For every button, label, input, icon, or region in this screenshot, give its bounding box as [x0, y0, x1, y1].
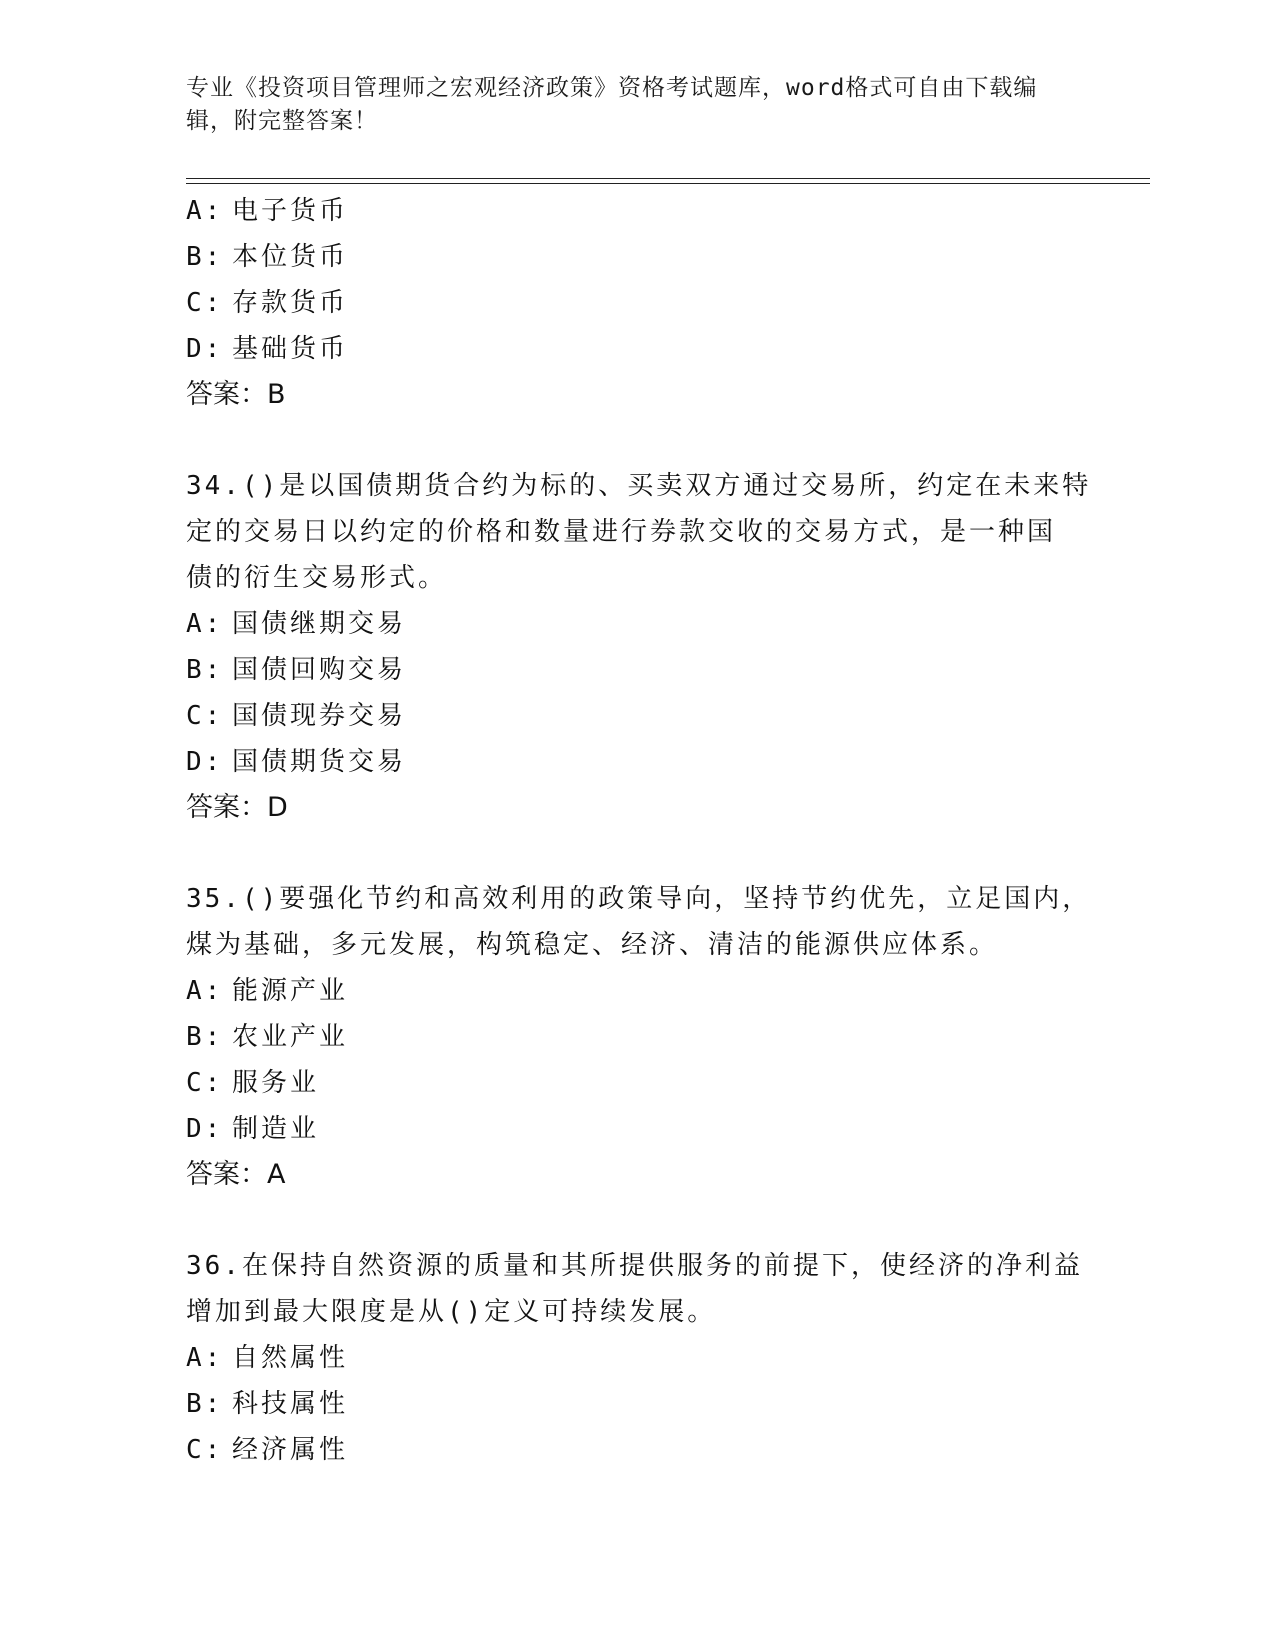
header-divider-bottom [186, 183, 1150, 184]
answer-line: 答案：D [186, 792, 288, 823]
question-text-line: 增加到最大限度是从()定义可持续发展。 [186, 1297, 717, 1327]
header-divider-top [186, 178, 1150, 179]
option-a: A: 电子货币 [186, 196, 349, 226]
question-34-block [186, 463, 1092, 831]
question-text-line: 34.()是以国债期货合约为标的、买卖双方通过交易所，约定在未来特 [186, 471, 1092, 501]
question-content [186, 188, 1092, 1473]
option-b: B: 科技属性 [186, 1389, 349, 1419]
question-text-line: 36.在保持自然资源的质量和其所提供服务的前提下，使经济的净利益 [186, 1251, 1083, 1281]
option-c: C: 经济属性 [186, 1435, 349, 1465]
header-line-1: 专业《投资项目管理师之宏观经济政策》资格考试题库，word格式可自由下载编 [186, 75, 1038, 101]
document-header [186, 72, 1066, 138]
spacer [186, 1198, 1086, 1243]
spacer [186, 418, 1086, 463]
option-a: A: 能源产业 [186, 976, 349, 1006]
question-text-line: 定的交易日以约定的价格和数量进行券款交收的交易方式，是一种国 [186, 517, 1057, 547]
option-a: A: 国债继期交易 [186, 609, 407, 639]
option-b: B: 农业产业 [186, 1022, 349, 1052]
option-d: D: 国债期货交易 [186, 747, 407, 777]
question-35-block [186, 876, 1092, 1198]
spacer [186, 831, 1086, 876]
option-c: C: 存款货币 [186, 288, 349, 318]
header-line-2: 辑，附完整答案！ [186, 108, 378, 134]
question-text-line: 债的衍生交易形式。 [186, 563, 448, 593]
option-d: D: 基础货币 [186, 334, 349, 364]
question-36-block [186, 1243, 1086, 1473]
question-33-block [186, 188, 1086, 418]
option-c: C: 服务业 [186, 1068, 320, 1098]
option-d: D: 制造业 [186, 1114, 320, 1144]
question-text-line: 煤为基础，多元发展，构筑稳定、经济、清洁的能源供应体系。 [186, 930, 999, 960]
question-text-line: 35.()要强化节约和高效利用的政策导向，坚持节约优先，立足国内， [186, 884, 1092, 914]
answer-line: 答案：A [186, 1159, 286, 1190]
option-b: B: 国债回购交易 [186, 655, 407, 685]
option-c: C: 国债现券交易 [186, 701, 407, 731]
option-b: B: 本位货币 [186, 242, 349, 272]
answer-line: 答案：B [186, 379, 286, 410]
option-a: A: 自然属性 [186, 1343, 349, 1373]
